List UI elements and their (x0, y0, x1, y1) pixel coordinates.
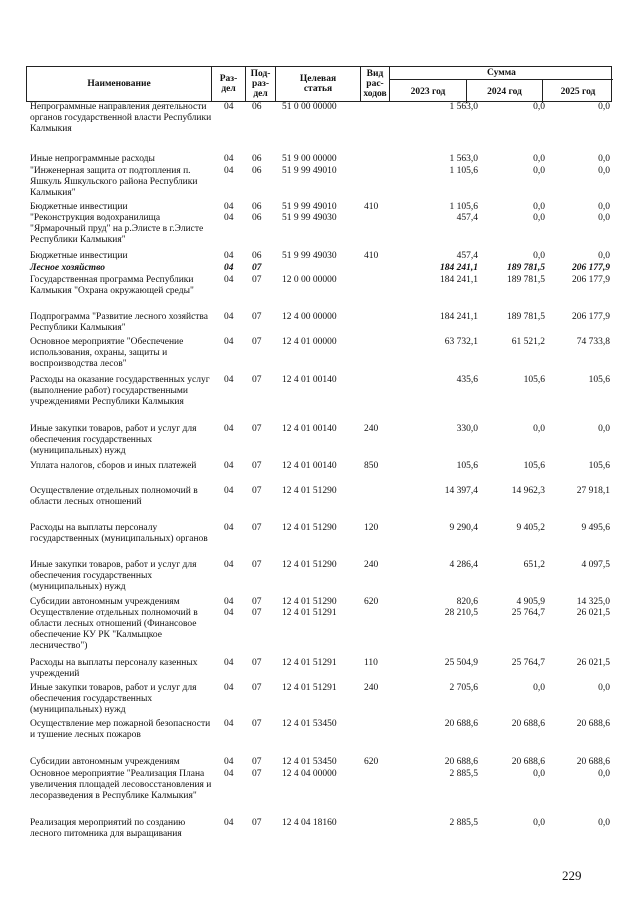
cell-podrazdel: 07 (252, 683, 262, 693)
cell-2024: 105,6 (523, 375, 545, 385)
cell-podrazdel: 07 (252, 597, 262, 607)
cell-podrazdel: 06 (252, 202, 262, 212)
cell-name: Расходы на оказание государственных услуг (выполнение работ) государственными учреждениями Республики Калмыкия (30, 375, 210, 407)
cell-name: Подпрограмма "Развитие лесного хозяйства Республики Калмыкия" (30, 312, 209, 333)
cell-vid-rashodov: 850 (364, 461, 379, 471)
cell-2024: 105,6 (523, 461, 545, 471)
cell-2025: 206 177,9 (572, 275, 610, 285)
cell-2023: 1 563,0 (449, 154, 478, 164)
cell-razdel: 04 (224, 166, 234, 176)
cell-vid-rashodov: 620 (364, 597, 379, 607)
table-row (26, 375, 612, 408)
cell-2023: 105,6 (456, 461, 478, 471)
cell-2024: 20 688,6 (511, 757, 545, 767)
cell-razdel: 04 (224, 213, 234, 223)
cell-razdel: 04 (224, 154, 234, 164)
cell-name: Государственная программа Республики Калмыкия "Охрана окружающей среды" (30, 275, 194, 296)
cell-podrazdel: 07 (252, 560, 262, 570)
cell-2024: 0,0 (533, 166, 545, 176)
cell-2024: 189 781,5 (507, 263, 545, 273)
cell-razdel: 04 (224, 560, 234, 570)
cell-2025: 74 733,8 (576, 337, 610, 347)
cell-podrazdel: 07 (252, 275, 262, 285)
cell-razdel: 04 (224, 683, 234, 693)
cell-name: Иные закупки товаров, работ и услуг для обеспечения государственных (муниципальных) нужд (30, 560, 197, 592)
cell-podrazdel: 07 (252, 658, 262, 668)
cell-vid-rashodov: 120 (364, 523, 379, 533)
cell-2024: 189 781,5 (507, 312, 545, 322)
cell-podrazdel: 07 (252, 719, 262, 729)
cell-2025: 0,0 (598, 102, 610, 112)
cell-podrazdel: 06 (252, 102, 262, 112)
cell-podrazdel: 07 (252, 486, 262, 496)
cell-2023: 1 563,0 (449, 102, 478, 112)
cell-celevaya-statya: 12 0 00 00000 (282, 275, 337, 285)
cell-name: Основное мероприятие "Реализация Плана увеличения площадей лесовосстановления и лесоразведения в Республике Калмыкия" (30, 769, 212, 801)
cell-celevaya-statya: 12 4 00 00000 (282, 312, 337, 322)
cell-razdel: 04 (224, 597, 234, 607)
cell-podrazdel: 06 (252, 251, 262, 261)
table-row (26, 560, 612, 593)
header-vid-rashodov: Вид рас- ходов (361, 67, 390, 101)
cell-2024: 0,0 (533, 102, 545, 112)
cell-2023: 184 241,1 (440, 275, 478, 285)
cell-2025: 26 021,5 (576, 608, 610, 618)
cell-podrazdel: 07 (252, 461, 262, 471)
cell-vid-rashodov: 410 (364, 251, 379, 261)
cell-celevaya-statya: 12 4 01 51291 (282, 658, 337, 668)
cell-2023: 330,0 (456, 424, 478, 434)
cell-2025: 206 177,9 (572, 312, 610, 322)
cell-razdel: 04 (224, 608, 234, 618)
cell-celevaya-statya: 51 9 99 49030 (282, 213, 337, 223)
header-2023: 2023 год (390, 80, 467, 103)
cell-podrazdel: 07 (252, 424, 262, 434)
cell-celevaya-statya: 51 9 99 49010 (282, 202, 337, 212)
table-row (26, 102, 612, 135)
cell-podrazdel: 06 (252, 166, 262, 176)
cell-razdel: 04 (224, 818, 234, 828)
cell-razdel: 04 (224, 658, 234, 668)
table-row (26, 154, 612, 165)
cell-podrazdel: 07 (252, 818, 262, 828)
table-row (26, 275, 612, 297)
cell-2023: 820,6 (456, 597, 478, 607)
cell-vid-rashodov: 240 (364, 424, 379, 434)
cell-podrazdel: 07 (252, 263, 262, 273)
header-2025: 2025 год (560, 86, 596, 97)
cell-2024: 0,0 (533, 154, 545, 164)
cell-razdel: 04 (224, 461, 234, 471)
cell-celevaya-statya: 12 4 01 51290 (282, 597, 337, 607)
cell-celevaya-statya: 12 4 01 53450 (282, 757, 337, 767)
cell-2024: 9 405,2 (516, 523, 545, 533)
header-2024: 2024 год (467, 80, 543, 103)
cell-celevaya-statya: 51 9 00 00000 (282, 154, 337, 164)
table-row (26, 213, 612, 246)
cell-celevaya-statya: 12 4 01 00000 (282, 337, 337, 347)
header-razdel: Раз- дел (212, 67, 246, 101)
cell-2024: 189 781,5 (507, 275, 545, 285)
table-row (26, 608, 612, 652)
cell-2025: 0,0 (598, 202, 610, 212)
cell-podrazdel: 07 (252, 375, 262, 385)
table-row (26, 461, 612, 472)
cell-razdel: 04 (224, 757, 234, 767)
cell-2025: 9 495,6 (581, 523, 610, 533)
cell-podrazdel: 07 (252, 608, 262, 618)
header-podrazdel: Под- раз- дел (246, 67, 276, 101)
cell-2023: 14 397,4 (444, 486, 478, 496)
table-row (26, 202, 612, 213)
cell-2023: 457,4 (456, 213, 478, 223)
cell-2024: 4 905,9 (516, 597, 545, 607)
cell-celevaya-statya: 12 4 01 00140 (282, 461, 337, 471)
cell-2023: 435,6 (456, 375, 478, 385)
cell-2023: 63 732,1 (444, 337, 478, 347)
table-row (26, 337, 612, 370)
cell-2023: 2 885,5 (449, 769, 478, 779)
cell-razdel: 04 (224, 275, 234, 285)
cell-celevaya-statya: 51 0 00 00000 (282, 102, 337, 112)
table-row (26, 769, 612, 802)
cell-name: Субсидии автономным учреждениям (30, 757, 180, 767)
cell-2025: 0,0 (598, 769, 610, 779)
cell-2025: 206 177,9 (572, 263, 610, 273)
header-celevaya-statya: Целевая статья (276, 67, 361, 101)
cell-2025: 0,0 (598, 818, 610, 828)
cell-razdel: 04 (224, 523, 234, 533)
header-name: Наименование (27, 67, 212, 101)
cell-celevaya-statya: 12 4 01 51290 (282, 560, 337, 570)
cell-vid-rashodov: 240 (364, 560, 379, 570)
cell-2023: 2 885,5 (449, 818, 478, 828)
cell-2025: 20 688,6 (576, 719, 610, 729)
cell-2023: 28 210,5 (444, 608, 478, 618)
cell-2024: 0,0 (533, 251, 545, 261)
cell-celevaya-statya: 12 4 01 51290 (282, 523, 337, 533)
cell-2023: 20 688,6 (444, 757, 478, 767)
cell-2024: 25 764,7 (511, 658, 545, 668)
cell-podrazdel: 07 (252, 757, 262, 767)
cell-podrazdel: 06 (252, 154, 262, 164)
cell-2023: 457,4 (456, 251, 478, 261)
cell-name: "Реконструкция водохранилища "Ярмарочный пруд" на р.Элисте в г.Элисте Республики Калмыкия" (30, 213, 204, 245)
cell-name: Расходы на выплаты персоналу казенных учреждений (30, 658, 198, 679)
table-row (26, 312, 612, 334)
cell-name: Непрограммные направления деятельности органов государственной власти Республики Калмыкия (30, 102, 212, 134)
cell-name: Реализация мероприятий по созданию лесного питомника для выращивания (30, 818, 186, 839)
cell-name: Иные закупки товаров, работ и услуг для обеспечения государственных (муниципальных) нужд (30, 424, 197, 456)
cell-2024: 0,0 (533, 202, 545, 212)
cell-2024: 0,0 (533, 818, 545, 828)
cell-razdel: 04 (224, 202, 234, 212)
cell-razdel: 04 (224, 486, 234, 496)
cell-2025: 0,0 (598, 251, 610, 261)
cell-celevaya-statya: 12 4 01 51291 (282, 683, 337, 693)
cell-celevaya-statya: 51 9 99 49030 (282, 251, 337, 261)
cell-name: Бюджетные инвестиции (30, 251, 128, 261)
cell-name: "Инженерная защита от подтопления п. Яшкуль Яшкульского района Республики Калмыкия" (30, 166, 198, 198)
cell-2023: 20 688,6 (444, 719, 478, 729)
cell-razdel: 04 (224, 424, 234, 434)
cell-2024: 14 962,3 (511, 486, 545, 496)
cell-2025: 105,6 (588, 461, 610, 471)
cell-name: Осуществление отдельных полномочий в области лесных отношений (30, 486, 198, 507)
cell-podrazdel: 07 (252, 769, 262, 779)
cell-celevaya-statya: 12 4 01 51290 (282, 486, 337, 496)
cell-podrazdel: 07 (252, 523, 262, 533)
table-row (26, 757, 612, 768)
cell-2024: 0,0 (533, 424, 545, 434)
cell-2024: 25 764,7 (511, 608, 545, 618)
table-row (26, 658, 612, 680)
cell-razdel: 04 (224, 719, 234, 729)
cell-podrazdel: 06 (252, 213, 262, 223)
cell-2023: 25 504,9 (444, 658, 478, 668)
table-row (26, 523, 612, 545)
cell-2023: 184 241,1 (440, 263, 478, 273)
cell-vid-rashodov: 240 (364, 683, 379, 693)
table-header (26, 66, 612, 102)
table-row (26, 597, 612, 608)
cell-celevaya-statya: 12 4 01 51291 (282, 608, 337, 618)
cell-name: Осуществление отдельных полномочий в области лесных отношений (Финансовое обеспечение КУ РК "Калмыцкое лесничество") (30, 608, 198, 651)
cell-celevaya-statya: 12 4 04 18160 (282, 818, 337, 828)
cell-2024: 0,0 (533, 213, 545, 223)
cell-2025: 0,0 (598, 683, 610, 693)
cell-name: Бюджетные инвестиции (30, 202, 128, 212)
cell-celevaya-statya: 51 9 99 49010 (282, 166, 337, 176)
page-number: 229 (562, 868, 582, 883)
cell-2023: 2 705,6 (449, 683, 478, 693)
cell-razdel: 04 (224, 337, 234, 347)
cell-celevaya-statya: 12 4 01 00140 (282, 375, 337, 385)
table-row (26, 251, 612, 262)
cell-2025: 20 688,6 (576, 757, 610, 767)
cell-name: Субсидии автономным учреждениям (30, 597, 180, 607)
table-row (26, 166, 612, 199)
cell-2025: 4 097,5 (581, 560, 610, 570)
cell-2023: 1 105,6 (449, 202, 478, 212)
cell-2025: 105,6 (588, 375, 610, 385)
cell-2025: 0,0 (598, 424, 610, 434)
cell-razdel: 04 (224, 102, 234, 112)
cell-2023: 184 241,1 (440, 312, 478, 322)
cell-name: Осуществление мер пожарной безопасности и тушение лесных пожаров (30, 719, 211, 740)
cell-podrazdel: 07 (252, 312, 262, 322)
table-row (26, 719, 612, 741)
cell-2023: 4 286,4 (449, 560, 478, 570)
cell-razdel: 04 (224, 263, 234, 273)
cell-razdel: 04 (224, 769, 234, 779)
cell-vid-rashodov: 410 (364, 202, 379, 212)
cell-2024: 651,2 (523, 560, 545, 570)
cell-podrazdel: 07 (252, 337, 262, 347)
cell-2024: 0,0 (533, 683, 545, 693)
cell-2025: 0,0 (598, 213, 610, 223)
cell-name: Расходы на выплаты персоналу государственных (муниципальных) органов (30, 523, 208, 544)
cell-vid-rashodov: 110 (364, 658, 378, 668)
table-row (26, 263, 612, 274)
cell-2024: 61 521,2 (511, 337, 545, 347)
cell-2025: 27 918,1 (576, 486, 610, 496)
cell-2025: 0,0 (598, 154, 610, 164)
cell-2023: 1 105,6 (449, 166, 478, 176)
cell-2024: 0,0 (533, 769, 545, 779)
cell-name: Иные непрограммные расходы (30, 154, 155, 164)
cell-name: Иные закупки товаров, работ и услуг для обеспечения государственных (муниципальных) нужд (30, 683, 197, 715)
cell-razdel: 04 (224, 312, 234, 322)
cell-name: Уплата налогов, сборов и иных платежей (30, 461, 197, 471)
cell-2025: 14 325,0 (576, 597, 610, 607)
table-row (26, 818, 612, 840)
header-summa: Сумма (390, 67, 613, 80)
cell-celevaya-statya: 12 4 04 00000 (282, 769, 337, 779)
cell-vid-rashodov: 620 (364, 757, 379, 767)
table-row (26, 683, 612, 716)
table-row (26, 424, 612, 457)
cell-2025: 26 021,5 (576, 658, 610, 668)
cell-2024: 20 688,6 (511, 719, 545, 729)
cell-2023: 9 290,4 (449, 523, 478, 533)
cell-razdel: 04 (224, 251, 234, 261)
cell-razdel: 04 (224, 375, 234, 385)
cell-name: Лесное хозяйство (30, 263, 105, 273)
cell-celevaya-statya: 12 4 01 00140 (282, 424, 337, 434)
table-row (26, 486, 612, 508)
cell-2025: 0,0 (598, 166, 610, 176)
cell-celevaya-statya: 12 4 01 53450 (282, 719, 337, 729)
cell-name: Основное мероприятие "Обеспечение использования, охраны, защиты и воспроизводства лесов" (30, 337, 184, 369)
